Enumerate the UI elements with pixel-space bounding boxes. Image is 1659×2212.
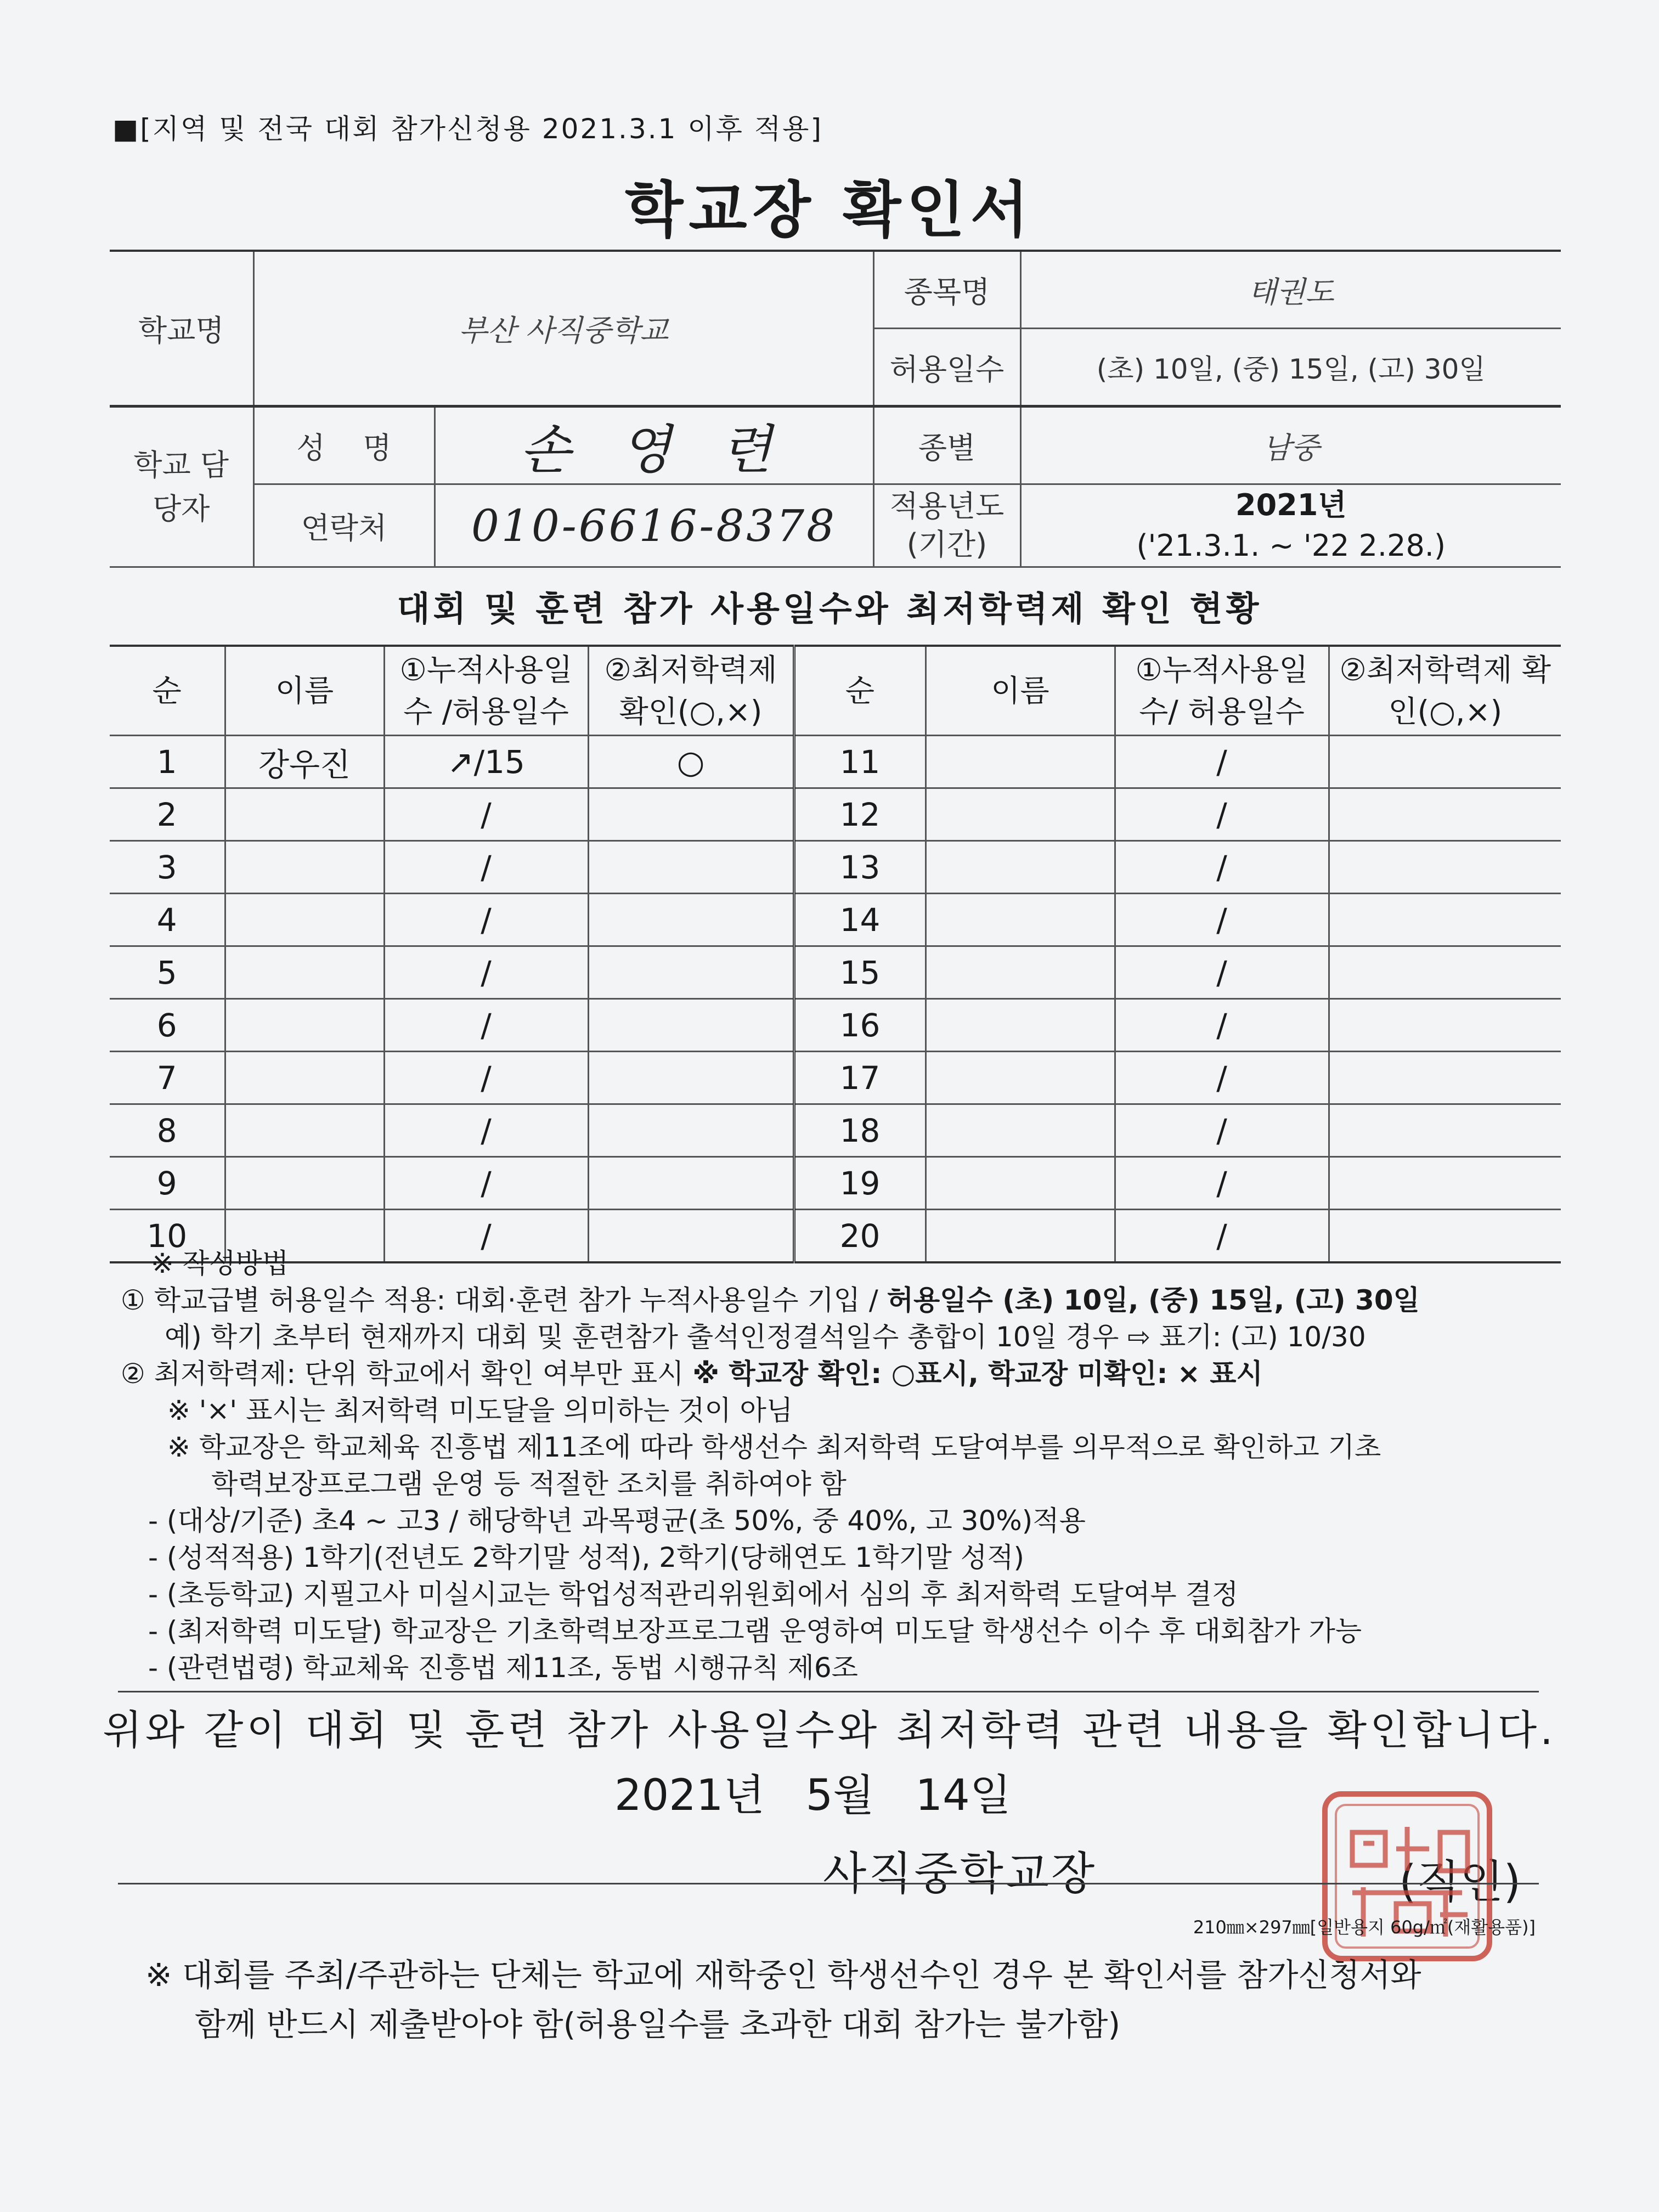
table-row — [110, 1104, 1561, 1157]
name-value — [435, 407, 873, 484]
official-seal-stamp — [1314, 1783, 1500, 1970]
contact-value — [435, 484, 873, 567]
row-check-right — [1329, 1052, 1561, 1104]
row-no-left: 5 — [110, 946, 225, 999]
row-check-right — [1329, 1104, 1561, 1157]
col-header-days-1: ①누적사용일수 /허용일수 — [384, 646, 588, 736]
header-note: ■[지역 및 전국 대회 참가신청용 2021.3.1 이후 적용] — [112, 113, 823, 145]
row-name-right — [926, 736, 1115, 788]
row-no-left: 10 — [110, 1210, 225, 1263]
note-item-2-bold: ※ 학교장 확인: ○표시, 학교장 미확인: × 표시 — [692, 1358, 1263, 1390]
issue-date — [614, 1761, 1011, 1822]
row-check-left — [588, 1104, 794, 1157]
row-name-right — [926, 1052, 1115, 1104]
row-no-right: 12 — [794, 788, 926, 841]
row-days-left: / — [384, 1157, 588, 1210]
row-check-left — [588, 1157, 794, 1210]
row-days-left: / — [384, 946, 588, 999]
row-check-right — [1329, 894, 1561, 946]
allowed-days-label: 허용일수 — [873, 329, 1020, 407]
table-row — [110, 841, 1561, 894]
allowed-days-value: (초) 10일, (중) 15일, (고) 30일 — [1020, 329, 1561, 407]
row-days-left: / — [384, 788, 588, 841]
row-days-left: / — [384, 999, 588, 1052]
row-check-left — [588, 894, 794, 946]
document-title: 학교장 확인서 — [625, 175, 1034, 245]
row-check-right — [1329, 999, 1561, 1052]
note-item-1-bold: 허용일수 (초) 10일, (중) 15일, (고) 30일 — [887, 1284, 1420, 1316]
table-row — [110, 946, 1561, 999]
col-header-no-2: 순 — [794, 646, 926, 736]
row-no-right: 18 — [794, 1104, 926, 1157]
col-header-check-1: ②최저학력제 확인(○,×) — [588, 646, 794, 736]
date-day: 14일 — [915, 1771, 1012, 1820]
note-item-1 — [121, 1282, 1558, 1319]
date-month: 5월 — [805, 1771, 874, 1820]
row-check-right — [1329, 1157, 1561, 1210]
col-header-name-1: 이름 — [225, 646, 384, 736]
row-days-right: / — [1115, 841, 1329, 894]
usage-header-row — [110, 646, 1561, 736]
row-no-left: 3 — [110, 841, 225, 894]
note-dash-3: - (초등학교) 지필고사 미실시교는 학업성적관리위원회에서 심의 후 최저학력 도달여부 결정 — [148, 1578, 1239, 1610]
usage-table — [110, 645, 1561, 1263]
row-check-left — [588, 841, 794, 894]
note-item-2-remark-2b: 학력보장프로그램 운영 등 적절한 조치를 취하여야 함 — [211, 1468, 847, 1500]
table-row — [110, 894, 1561, 946]
row-name-right — [926, 788, 1115, 841]
row-name-left — [225, 1052, 384, 1104]
row-name-right — [926, 1104, 1115, 1157]
row-no-right: 14 — [794, 894, 926, 946]
note-dash-2: - (성적적용) 1학기(전년도 2학기말 성적), 2학기(당해연도 1학기말 성적) — [148, 1542, 1024, 1573]
row-check-left — [588, 999, 794, 1052]
row-days-right: / — [1115, 946, 1329, 999]
category-value: 남중 — [1020, 407, 1561, 484]
row-no-right: 17 — [794, 1052, 926, 1104]
note-item-2-text: ② 최저학력제: 단위 학교에서 확인 여부만 표시 — [121, 1358, 693, 1390]
row-no-right: 11 — [794, 736, 926, 788]
row-days-right: / — [1115, 1210, 1329, 1263]
row-no-left: 4 — [110, 894, 225, 946]
footer-line-2: 함께 반드시 제출받아야 함(허용일수를 초과한 대회 참가는 불가함) — [195, 2006, 1121, 2043]
note-item-2-remark-2a: ※ 학교장은 학교체육 진흥법 제11조에 따라 학생선수 최저학력 도달여부를 의무적으로 확인하고 기초 — [167, 1431, 1381, 1463]
row-no-right: 15 — [794, 946, 926, 999]
seal-label: (직인) — [1399, 1856, 1521, 1908]
table-row — [110, 1052, 1561, 1104]
confirm-text: 위와 같이 대회 및 훈련 참가 사용일수와 최저학력 관련 내용을 확인합니다. — [103, 1707, 1556, 1754]
note-item-1-text: ① 학교급별 허용일수 적용: 대회·훈련 참가 누적사용일수 기입 / — [121, 1284, 887, 1316]
handwritten-phone: 010-6616-8378 — [471, 500, 837, 551]
event-value: 태권도 — [1020, 251, 1561, 329]
school-label: 학교명 — [110, 251, 253, 407]
row-days-left: ↗/15 — [384, 736, 588, 788]
row-check-left — [588, 788, 794, 841]
principal-title: 사직중학교장 — [823, 1848, 1097, 1900]
paper-spec: 210㎜×297㎜[일반용지 60g/㎡(재활용품)] — [1193, 1917, 1536, 1938]
col-header-days-2: ①누적사용일수/ 허용일수 — [1115, 646, 1329, 736]
row-name-right — [926, 841, 1115, 894]
row-name-left — [225, 1157, 384, 1210]
row-no-left: 6 — [110, 999, 225, 1052]
event-label: 종목명 — [873, 251, 1020, 329]
row-no-right: 16 — [794, 999, 926, 1052]
divider-line — [118, 1691, 1539, 1692]
row-name-left — [225, 999, 384, 1052]
row-days-left: / — [384, 1052, 588, 1104]
writing-notes — [121, 1245, 1558, 1686]
info-table — [110, 250, 1561, 568]
row-name-left — [225, 894, 384, 946]
usage-table-body — [110, 736, 1561, 1263]
row-name-left — [225, 946, 384, 999]
row-days-left: / — [384, 841, 588, 894]
table-row — [110, 788, 1561, 841]
row-days-right: / — [1115, 1052, 1329, 1104]
school-value: 부산 사직중학교 — [253, 251, 873, 407]
signature-rule — [118, 1883, 1539, 1884]
note-dash-5: - (관련법령) 학교체육 진흥법 제11조, 동법 시행규칙 제6조 — [148, 1652, 858, 1684]
row-check-left — [588, 946, 794, 999]
col-header-check-2: ②최저학력제 확인(○,×) — [1329, 646, 1561, 736]
row-no-right: 19 — [794, 1157, 926, 1210]
row-name-left — [225, 1104, 384, 1157]
usage-subtitle: 대회 및 훈련 참가 사용일수와 최저학력제 확인 현황 — [397, 589, 1262, 629]
row-no-left: 2 — [110, 788, 225, 841]
row-name-right — [926, 894, 1115, 946]
col-header-name-2: 이름 — [926, 646, 1115, 736]
row-days-right: / — [1115, 894, 1329, 946]
row-no-left: 8 — [110, 1104, 225, 1157]
note-dash-1: - (대상/기준) 초4 ~ 고3 / 해당학년 과목평균(초 50%, 중 40%, 고 30%)적용 — [148, 1505, 1086, 1537]
period-year: 2021년 — [1235, 488, 1347, 522]
note-item-2 — [121, 1356, 1558, 1392]
period-label: 적용년도 (기간) — [873, 484, 1020, 567]
row-check-right — [1329, 841, 1561, 894]
row-days-left: / — [384, 894, 588, 946]
note-item-2-remark-1: ※ '×' 표시는 최저학력 미도달을 의미하는 것이 아님 — [167, 1395, 793, 1426]
handwritten-name: 손 영 련 — [520, 419, 788, 481]
col-header-no-1: 순 — [110, 646, 225, 736]
row-no-left: 7 — [110, 1052, 225, 1104]
footer-line-1: ※ 대회를 주최/주관하는 단체는 학교에 재학중인 학생선수인 경우 본 확인서를 참가신청서와 — [145, 1956, 1421, 1994]
row-check-left — [588, 1052, 794, 1104]
row-days-left: / — [384, 1104, 588, 1157]
row-name-left — [225, 841, 384, 894]
table-row — [110, 999, 1561, 1052]
row-no-left: 9 — [110, 1157, 225, 1210]
row-check-right — [1329, 946, 1561, 999]
row-no-right: 20 — [794, 1210, 926, 1263]
date-year: 2021년 — [614, 1771, 765, 1820]
contact-label: 연락처 — [253, 484, 435, 567]
period-range: ('21.3.1. ~ '22 2.28.) — [1136, 528, 1446, 563]
row-check-right — [1329, 788, 1561, 841]
manager-label: 학교 담당자 — [110, 407, 253, 567]
note-item-1-example: 예) 학기 초부터 현재까지 대회 및 훈련참가 출석인정결석일수 총합이 10일 경우 ⇨ 표기: (고) 10/30 — [165, 1321, 1366, 1353]
category-label: 종별 — [873, 407, 1020, 484]
row-check-left: ○ — [588, 736, 794, 788]
row-days-left: / — [384, 1210, 588, 1263]
row-name-left: 강우진 — [225, 736, 384, 788]
row-days-right: / — [1115, 999, 1329, 1052]
row-days-right: / — [1115, 1104, 1329, 1157]
row-days-right: / — [1115, 1157, 1329, 1210]
row-no-right: 13 — [794, 841, 926, 894]
row-days-right: / — [1115, 788, 1329, 841]
row-name-right — [926, 999, 1115, 1052]
row-name-right — [926, 946, 1115, 999]
row-check-right — [1329, 736, 1561, 788]
period-value — [1020, 484, 1561, 567]
table-row — [110, 736, 1561, 788]
row-name-left — [225, 788, 384, 841]
row-name-right — [926, 1157, 1115, 1210]
notes-heading: ※ 작성방법 — [151, 1248, 289, 1279]
row-no-left: 1 — [110, 736, 225, 788]
table-row — [110, 1157, 1561, 1210]
footer-note — [145, 1950, 1421, 2049]
row-days-right: / — [1115, 736, 1329, 788]
name-label: 성 명 — [253, 407, 435, 484]
note-dash-4: - (최저학력 미도달) 학교장은 기초학력보장프로그램 운영하여 미도달 학생선수 이수 후 대회참가 가능 — [148, 1615, 1362, 1647]
